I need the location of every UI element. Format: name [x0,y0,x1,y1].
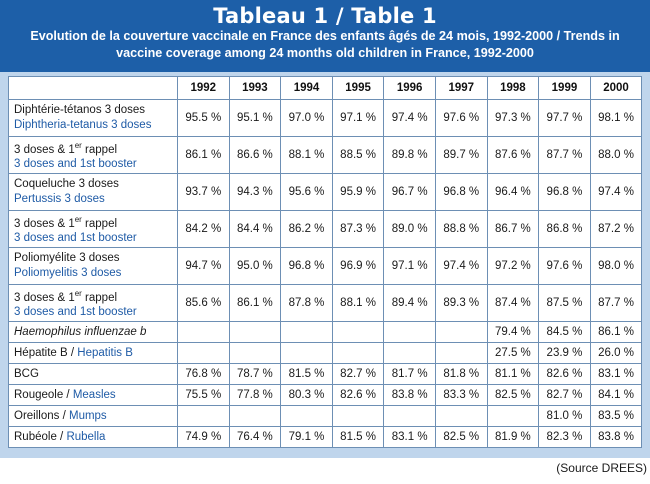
label-english: Measles [72,388,116,401]
year-header: 2000 [590,77,642,100]
coverage-cell: 82.7 % [539,385,591,406]
table-row [9,406,642,427]
coverage-cell [178,343,230,364]
coverage-cell [229,343,281,364]
coverage-cell [384,343,436,364]
coverage-cell: 80.3 % [281,385,333,406]
coverage-cell: 85.6 % [178,285,230,322]
table-row [9,343,642,364]
table-row [9,322,642,343]
coverage-cell: 76.4 % [229,427,281,448]
coverage-cell: 79.1 % [281,427,333,448]
table-title: Tableau 1 / Table 1 [213,4,437,28]
label-separator: / [56,430,67,443]
coverage-cell: 83.1 % [590,364,642,385]
label-french: Diphtérie-tétanos 3 doses [14,104,146,116]
coverage-cell: 78.7 % [229,364,281,385]
coverage-cell: 88.5 % [332,137,384,174]
coverage-cell: 87.4 % [487,285,539,322]
label-english: 3 doses and 1st booster [14,306,137,319]
row-label [9,100,178,137]
coverage-cell: 89.7 % [435,137,487,174]
coverage-cell: 84.4 % [229,211,281,248]
coverage-cell: 23.9 % [539,343,591,364]
coverage-cell: 95.5 % [178,100,230,137]
coverage-cell: 87.2 % [590,211,642,248]
coverage-cell: 87.7 % [590,285,642,322]
coverage-cell: 89.4 % [384,285,436,322]
coverage-cell: 83.5 % [590,406,642,427]
table-row [9,248,642,285]
table-row [9,385,642,406]
coverage-cell: 94.7 % [178,248,230,285]
coverage-cell: 96.8 % [435,174,487,211]
coverage-cell: 97.1 % [384,248,436,285]
coverage-cell: 87.6 % [487,137,539,174]
table-row [9,211,642,248]
ordinal-suffix: er [74,140,82,150]
row-label [9,248,178,285]
coverage-cell: 95.0 % [229,248,281,285]
coverage-cell: 86.1 % [590,322,642,343]
label-separator: / [67,346,78,359]
label-french: Poliomyélite 3 doses [14,252,120,264]
row-label [9,285,178,322]
coverage-cell: 83.8 % [590,427,642,448]
coverage-cell: 96.8 % [281,248,333,285]
coverage-cell: 97.0 % [281,100,333,137]
coverage-cell: 87.7 % [539,137,591,174]
coverage-cell: 82.3 % [539,427,591,448]
label-french: Rubéole [14,430,57,443]
coverage-cell: 96.7 % [384,174,436,211]
label-french: 3 doses & 1er rappel [14,140,118,156]
table-row [9,285,642,322]
coverage-cell: 74.9 % [178,427,230,448]
coverage-cell: 97.1 % [332,100,384,137]
label-french: BCG [14,367,39,380]
coverage-cell: 98.0 % [590,248,642,285]
coverage-cell: 86.7 % [487,211,539,248]
label-separator: / [59,409,69,422]
coverage-cell [178,322,230,343]
label-french: Hépatite B [14,346,68,359]
row-label [9,137,178,174]
label-french: Oreillons [14,409,60,422]
coverage-cell [229,322,281,343]
coverage-cell [281,343,333,364]
label-french: 3 doses & 1er rappel [14,288,118,304]
label-english: Hepatitis B [77,346,133,359]
coverage-cell: 88.8 % [435,211,487,248]
label-english: Rubella [66,430,106,443]
row-label [9,174,178,211]
coverage-cell: 88.0 % [590,137,642,174]
coverage-cell: 96.9 % [332,248,384,285]
year-header: 1995 [332,77,384,100]
row-label [9,406,178,427]
coverage-cell: 89.0 % [384,211,436,248]
coverage-cell [281,322,333,343]
table-row [9,364,642,385]
coverage-cell: 95.6 % [281,174,333,211]
coverage-cell: 86.1 % [178,137,230,174]
source-note: (Source DREES) [556,461,647,475]
coverage-cell: 96.8 % [539,174,591,211]
coverage-cell: 96.4 % [487,174,539,211]
vaccine-coverage-table [8,76,642,448]
coverage-cell: 26.0 % [590,343,642,364]
coverage-cell: 84.1 % [590,385,642,406]
coverage-cell [384,322,436,343]
year-header: 1997 [435,77,487,100]
coverage-cell: 97.4 % [590,174,642,211]
coverage-cell: 94.3 % [229,174,281,211]
coverage-cell: 84.2 % [178,211,230,248]
coverage-cell: 81.9 % [487,427,539,448]
coverage-cell: 86.8 % [539,211,591,248]
row-label [9,385,178,406]
row-label [9,427,178,448]
coverage-cell: 83.1 % [384,427,436,448]
coverage-cell: 76.8 % [178,364,230,385]
coverage-cell: 81.7 % [384,364,436,385]
header-row [9,77,642,100]
coverage-cell [435,343,487,364]
coverage-cell: 27.5 % [487,343,539,364]
table-subtitle: Evolution de la couverture vaccinale en France des enfants âgés de 24 mois, 1992-2000 / Trends in vaccine coverage among 24 months old children in France, 1992-2000 [30,29,620,60]
corner-cell [9,77,178,100]
label-english: Pertussis 3 doses [14,193,105,205]
coverage-cell: 75.5 % [178,385,230,406]
label-french: Haemophilus influenzae b [14,325,147,338]
table-row [9,427,642,448]
year-header: 1998 [487,77,539,100]
coverage-cell: 87.3 % [332,211,384,248]
coverage-cell: 79.4 % [487,322,539,343]
year-header: 1992 [178,77,230,100]
year-header: 1999 [539,77,591,100]
coverage-cell: 83.8 % [384,385,436,406]
coverage-cell: 82.5 % [487,385,539,406]
coverage-cell: 86.2 % [281,211,333,248]
coverage-cell [435,406,487,427]
year-header: 1994 [281,77,333,100]
coverage-cell: 81.8 % [435,364,487,385]
label-french: Rougeole [14,388,64,401]
coverage-cell: 95.1 % [229,100,281,137]
coverage-cell: 88.1 % [332,285,384,322]
coverage-cell: 82.5 % [435,427,487,448]
coverage-cell [229,406,281,427]
row-label [9,322,178,343]
coverage-cell: 81.1 % [487,364,539,385]
label-english: 3 doses and 1st booster [14,232,137,245]
coverage-cell [281,406,333,427]
table-row [9,174,642,211]
label-french: 3 doses & 1er rappel [14,214,118,230]
coverage-cell: 84.5 % [539,322,591,343]
label-separator: / [63,388,73,401]
label-english: Mumps [68,409,107,422]
coverage-cell [384,406,436,427]
coverage-cell: 93.7 % [178,174,230,211]
coverage-cell [332,406,384,427]
row-label [9,211,178,248]
label-english: Diphtheria-tetanus 3 doses [14,119,152,131]
coverage-cell: 81.5 % [332,427,384,448]
coverage-cell: 97.6 % [435,100,487,137]
coverage-cell: 97.6 % [539,248,591,285]
coverage-cell [435,322,487,343]
table-row [9,137,642,174]
year-header: 1996 [384,77,436,100]
coverage-cell: 89.8 % [384,137,436,174]
coverage-cell: 98.1 % [590,100,642,137]
coverage-cell: 87.5 % [539,285,591,322]
coverage-cell: 97.4 % [435,248,487,285]
coverage-cell [332,343,384,364]
coverage-cell: 77.8 % [229,385,281,406]
coverage-cell: 97.4 % [384,100,436,137]
table-header [0,0,650,72]
coverage-cell: 86.6 % [229,137,281,174]
row-label [9,364,178,385]
coverage-cell: 86.1 % [229,285,281,322]
coverage-cell [487,406,539,427]
row-label [9,343,178,364]
coverage-cell: 97.3 % [487,100,539,137]
label-french: Coqueluche 3 doses [14,178,119,190]
ordinal-suffix: er [74,288,82,298]
coverage-cell: 89.3 % [435,285,487,322]
coverage-cell: 88.1 % [281,137,333,174]
coverage-cell: 82.6 % [332,385,384,406]
coverage-cell: 81.0 % [539,406,591,427]
coverage-cell [178,406,230,427]
coverage-cell: 97.2 % [487,248,539,285]
coverage-cell: 87.8 % [281,285,333,322]
coverage-cell: 83.3 % [435,385,487,406]
label-english: 3 doses and 1st booster [14,158,137,171]
label-english: Poliomyelitis 3 doses [14,267,122,279]
coverage-cell: 82.6 % [539,364,591,385]
coverage-cell: 97.7 % [539,100,591,137]
coverage-cell: 82.7 % [332,364,384,385]
coverage-cell: 95.9 % [332,174,384,211]
year-header: 1993 [229,77,281,100]
coverage-cell [332,322,384,343]
coverage-cell: 81.5 % [281,364,333,385]
table-row [9,100,642,137]
ordinal-suffix: er [74,214,82,224]
